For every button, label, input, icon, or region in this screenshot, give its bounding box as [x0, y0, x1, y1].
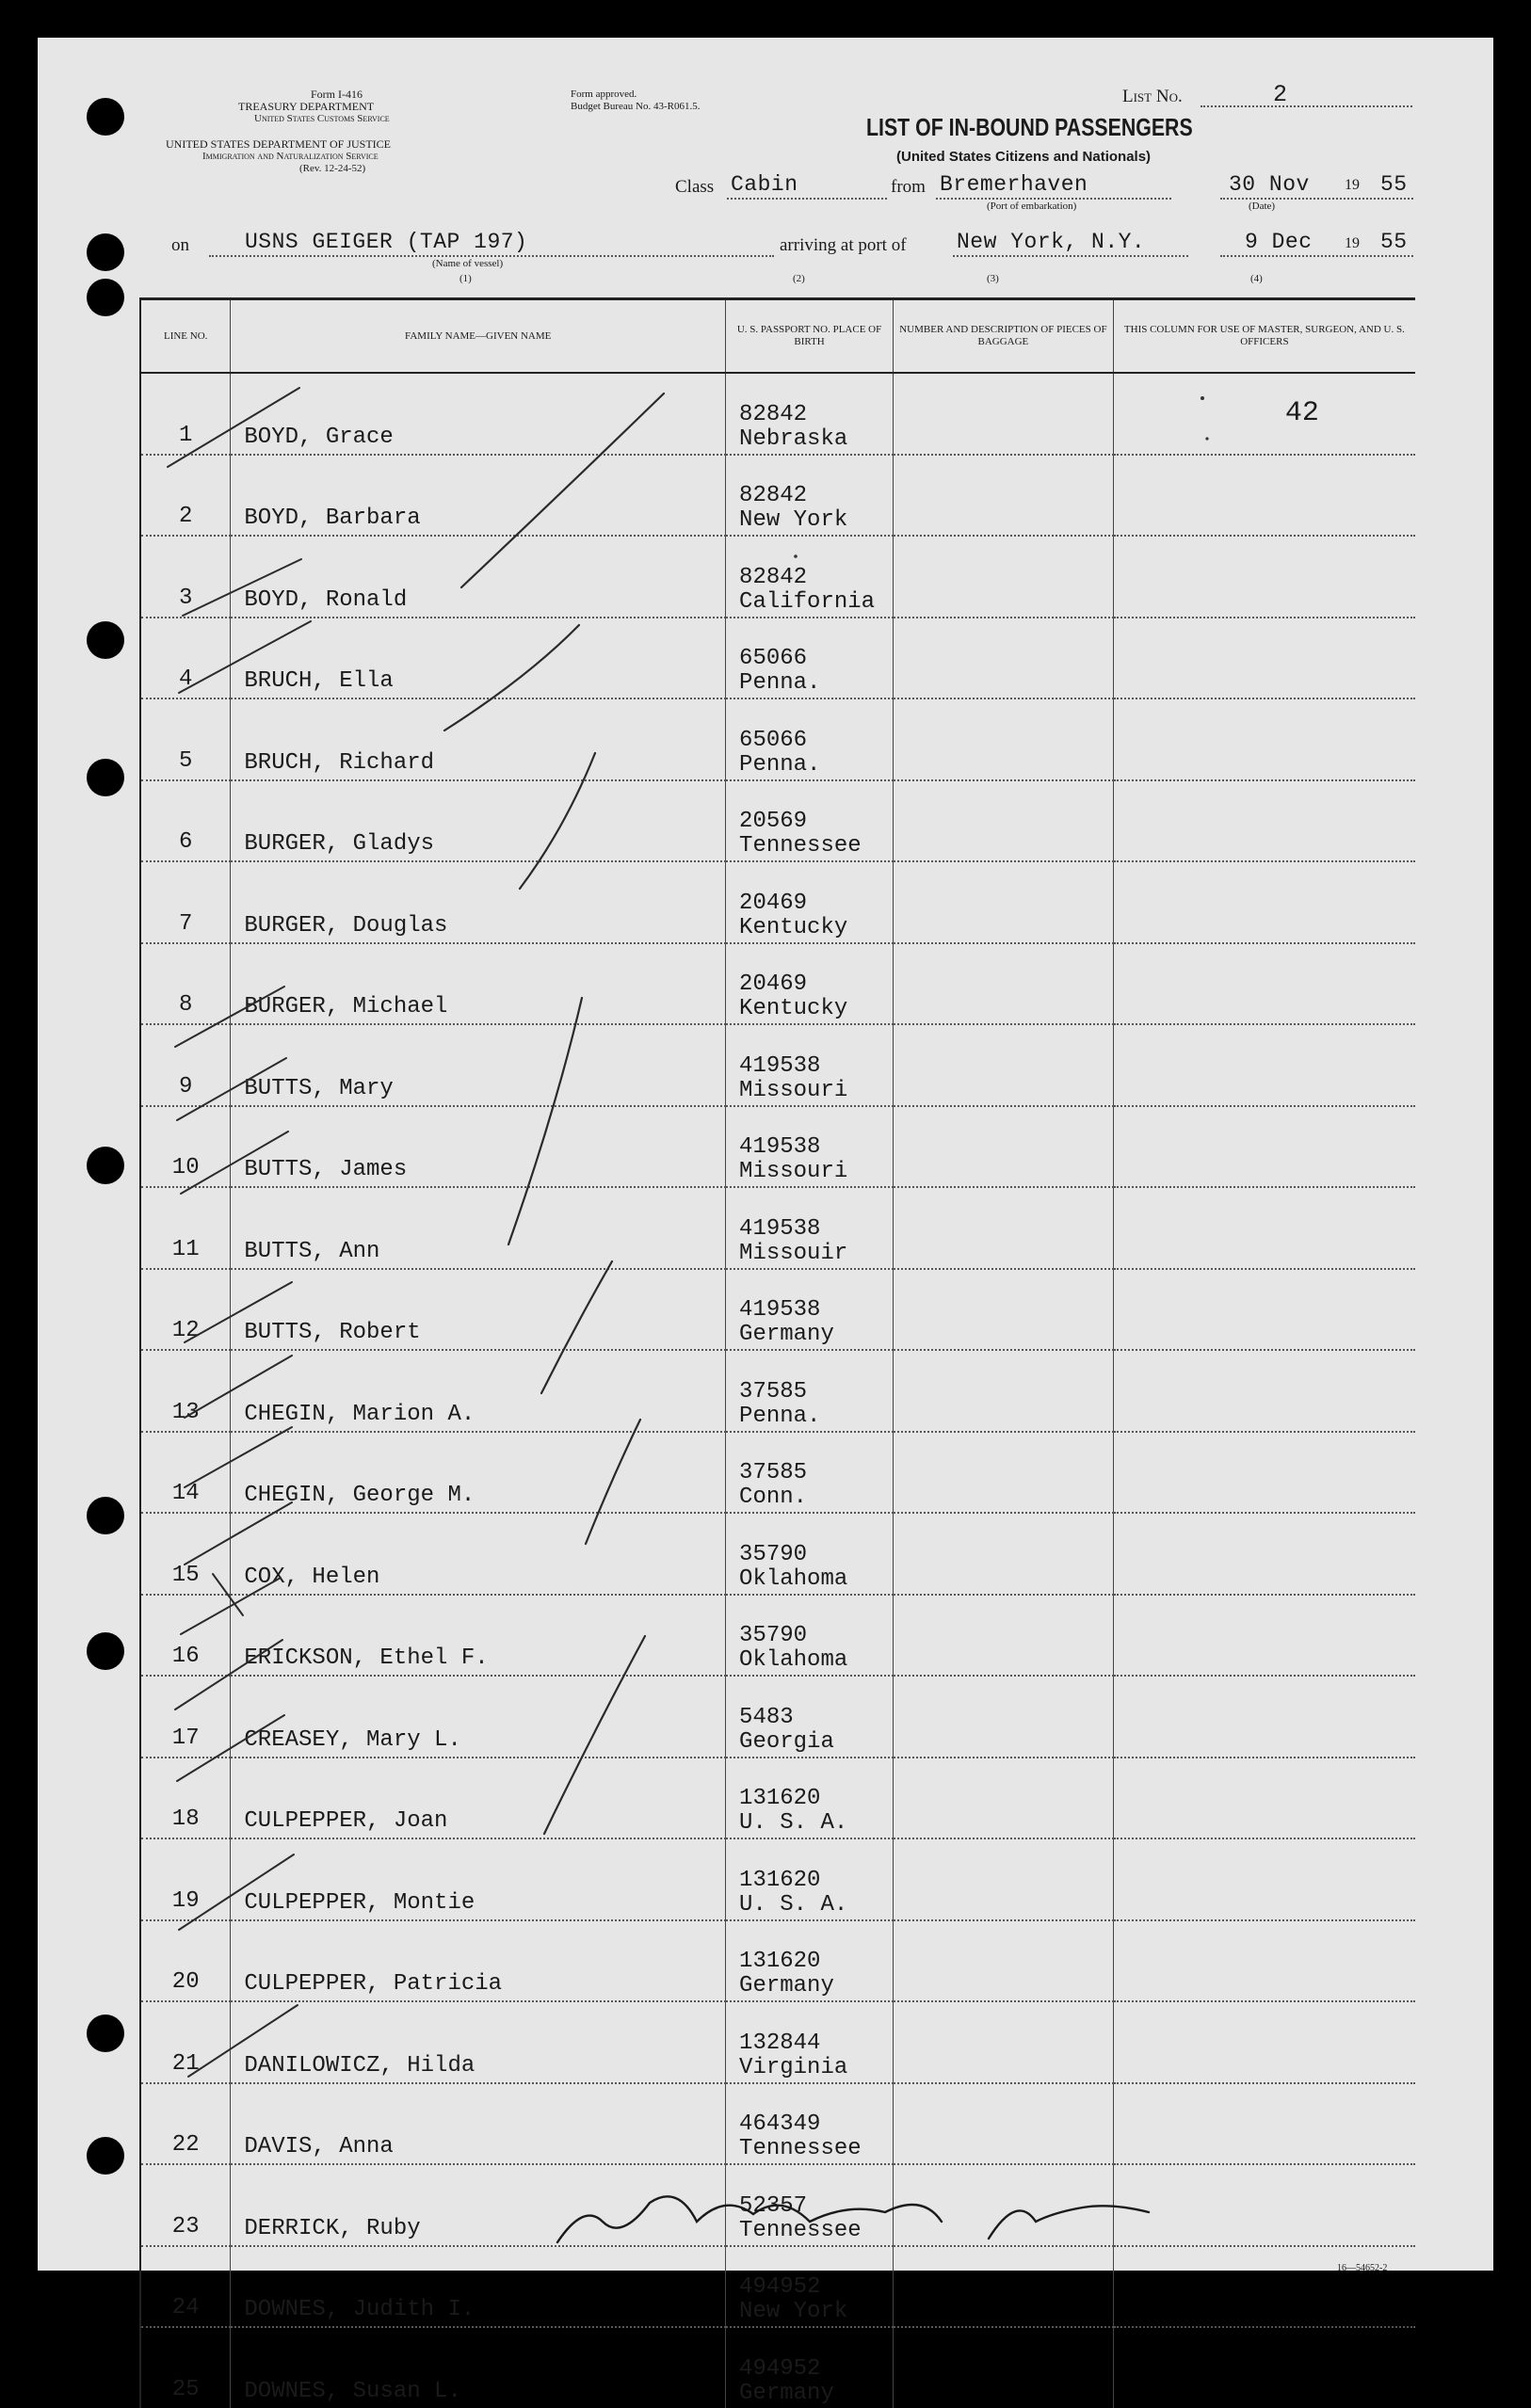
- vessel-line: [209, 255, 774, 257]
- passport-number: 35790: [739, 1623, 808, 1648]
- table-row: [140, 2164, 1415, 2246]
- date-caption: (Date): [1249, 201, 1276, 212]
- passport-number: 419538: [739, 1297, 821, 1323]
- place-of-birth: Conn.: [739, 1485, 808, 1510]
- table-row: [140, 373, 1415, 455]
- passenger-table: [139, 297, 1415, 2408]
- passport-number: 37585: [739, 1460, 808, 1485]
- passport-cell: [726, 1187, 894, 1269]
- col-header-passport: U. S. PASSPORT NO. PLACE OF BIRTH: [726, 299, 894, 374]
- passenger-name: BURGER, Gladys: [231, 780, 726, 862]
- baggage-cell: [894, 2001, 1114, 2083]
- table-row: [140, 1269, 1415, 1351]
- officer-cell: [1113, 2164, 1415, 2246]
- baggage-cell: [894, 1269, 1114, 1351]
- table-row: [140, 1024, 1415, 1106]
- passport-number: 52357: [739, 2192, 808, 2219]
- arrival-date: 9 Dec: [1245, 230, 1313, 254]
- officer-cell: [1113, 780, 1415, 862]
- place-of-birth: Penna.: [739, 1403, 821, 1429]
- line-number: 24: [140, 2246, 231, 2328]
- table-row: [140, 1350, 1415, 1432]
- form-title: LIST OF IN-BOUND PASSENGERS: [866, 113, 1193, 141]
- table-row: [140, 861, 1415, 943]
- place-of-birth: Germany: [739, 1322, 834, 1347]
- table-row: [140, 1432, 1415, 1514]
- officer-cell: [1113, 1595, 1415, 1677]
- passenger-name: BUTTS, Ann: [231, 1187, 726, 1269]
- passport-cell: [726, 780, 894, 862]
- baggage-cell: [894, 2246, 1114, 2328]
- binder-hole: [87, 1147, 124, 1184]
- port-line: [953, 255, 1188, 257]
- line-number: 14: [140, 1432, 231, 1514]
- form-approved: Form approved.: [571, 88, 637, 100]
- form-number: Form I-416: [311, 88, 363, 101]
- place-of-birth: Kentucky: [739, 914, 848, 940]
- place-of-birth: Tennessee: [739, 2217, 862, 2243]
- passport-cell: [726, 2327, 894, 2408]
- passenger-name: BRUCH, Richard: [231, 698, 726, 780]
- table-row: [140, 698, 1415, 780]
- baggage-cell: [894, 1350, 1114, 1432]
- list-no-label: List No.: [1122, 87, 1183, 106]
- date-line: [1220, 198, 1413, 200]
- passport-cell: [726, 1350, 894, 1432]
- passenger-name: BOYD, Barbara: [231, 455, 726, 537]
- from-label: from: [891, 177, 926, 197]
- officer-cell: [1113, 1676, 1415, 1758]
- from-line: [936, 198, 1171, 200]
- passport-number: 20569: [739, 809, 808, 834]
- embarkation-port: Bremerhaven: [940, 172, 1088, 197]
- passport-cell: [726, 1920, 894, 2002]
- passport-number: 82842: [739, 401, 808, 427]
- place-of-birth: New York: [739, 2299, 848, 2324]
- passport-number: 65066: [739, 727, 808, 753]
- table-row: [140, 780, 1415, 862]
- passenger-name: CHEGIN, George M.: [231, 1432, 726, 1514]
- passport-cell: [726, 943, 894, 1025]
- line-number: 12: [140, 1269, 231, 1351]
- class-value: Cabin: [731, 172, 798, 197]
- officer-cell: [1113, 1920, 1415, 2002]
- list-no-line: [1201, 105, 1412, 107]
- table-row: [140, 1106, 1415, 1188]
- place-of-birth: Germany: [739, 1973, 834, 1999]
- line-number: 1: [140, 373, 231, 455]
- passport-number: 419538: [739, 1052, 821, 1079]
- officer-cell: [1113, 1513, 1415, 1595]
- on-label: on: [171, 235, 189, 255]
- baggage-cell: [894, 2164, 1114, 2246]
- line-number: 13: [140, 1350, 231, 1432]
- passenger-name: BUTTS, James: [231, 1106, 726, 1188]
- passport-number: 82842: [739, 483, 808, 508]
- table-row: [140, 2001, 1415, 2083]
- passenger-name: BURGER, Michael: [231, 943, 726, 1025]
- passport-cell: [726, 1676, 894, 1758]
- table-row: [140, 1513, 1415, 1595]
- baggage-cell: [894, 943, 1114, 1025]
- departure-year: 55: [1380, 172, 1408, 197]
- passport-cell: [726, 455, 894, 537]
- arriving-label: arriving at port of: [780, 235, 907, 255]
- baggage-cell: [894, 698, 1114, 780]
- col-header-officers: THIS COLUMN FOR USE OF MASTER, SURGEON, AND U. S. OFFICERS: [1113, 299, 1415, 374]
- line-number: 10: [140, 1106, 231, 1188]
- binder-hole: [87, 2015, 124, 2052]
- place-of-birth: Missouri: [739, 1159, 848, 1184]
- passenger-name: DERRICK, Ruby: [231, 2164, 726, 2246]
- table-row: [140, 2246, 1415, 2328]
- table-row: [140, 1758, 1415, 1839]
- passport-number: 131620: [739, 1786, 821, 1811]
- officer-cell: [1113, 2083, 1415, 2165]
- passport-cell: [726, 2164, 894, 2246]
- place-of-birth: Virginia: [739, 2054, 848, 2080]
- passport-cell: [726, 618, 894, 699]
- place-of-birth: Penna.: [739, 670, 821, 696]
- passenger-name: CREASEY, Mary L.: [231, 1676, 726, 1758]
- passport-cell: [726, 2001, 894, 2083]
- line-number: 20: [140, 1920, 231, 2002]
- passenger-name: BRUCH, Ella: [231, 618, 726, 699]
- place-of-birth: New York: [739, 507, 848, 533]
- embark-caption: (Port of embarkation): [987, 201, 1077, 212]
- arrival-port: New York, N.Y.: [957, 230, 1146, 254]
- col-num-1: (1): [459, 273, 472, 284]
- line-number: 21: [140, 2001, 231, 2083]
- baggage-cell: [894, 536, 1114, 618]
- place-of-birth: Penna.: [739, 751, 821, 778]
- line-number: 25: [140, 2327, 231, 2408]
- class-label: Class: [675, 177, 715, 197]
- officer-cell: [1113, 1187, 1415, 1269]
- line-number: 18: [140, 1758, 231, 1839]
- table-row: [140, 943, 1415, 1025]
- officer-cell: [1113, 1432, 1415, 1514]
- col-num-4: (4): [1250, 273, 1263, 284]
- officer-cell: [1113, 1269, 1415, 1351]
- ins-service: Immigration and Naturalization Service: [202, 151, 379, 162]
- line-number: 2: [140, 455, 231, 537]
- passport-cell: [726, 1269, 894, 1351]
- officer-cell: [1113, 536, 1415, 618]
- table-row: [140, 618, 1415, 699]
- passport-number: 35790: [739, 1541, 808, 1567]
- table-row: [140, 455, 1415, 537]
- passenger-name: BUTTS, Mary: [231, 1024, 726, 1106]
- passport-number: 131620: [739, 1867, 821, 1893]
- baggage-cell: [894, 1106, 1114, 1188]
- baggage-cell: [894, 780, 1114, 862]
- arrival-date-line: [1220, 255, 1413, 257]
- passport-cell: [726, 2083, 894, 2165]
- passenger-name: DOWNES, Susan L.: [231, 2327, 726, 2408]
- officer-cell: [1113, 698, 1415, 780]
- baggage-cell: [894, 1676, 1114, 1758]
- binder-hole: [87, 759, 124, 796]
- table-row: [140, 1187, 1415, 1269]
- passenger-name: ERICKSON, Ethel F.: [231, 1595, 726, 1677]
- line-number: 15: [140, 1513, 231, 1595]
- customs-service: United States Customs Service: [254, 113, 390, 124]
- table-row: [140, 1595, 1415, 1677]
- baggage-cell: [894, 1595, 1114, 1677]
- table-row: [140, 1920, 1415, 2002]
- baggage-cell: [894, 1513, 1114, 1595]
- baggage-cell: [894, 861, 1114, 943]
- line-number: 11: [140, 1187, 231, 1269]
- line-number: 3: [140, 536, 231, 618]
- justice-dept: UNITED STATES DEPARTMENT OF JUSTICE: [166, 137, 392, 151]
- passport-number: 82842: [739, 564, 808, 590]
- passenger-name: BUTTS, Robert: [231, 1269, 726, 1351]
- table-row: [140, 1838, 1415, 1920]
- passenger-name: COX, Helen: [231, 1513, 726, 1595]
- passport-number: 419538: [739, 1134, 821, 1160]
- officer-cell: [1113, 1106, 1415, 1188]
- table-header-row: [140, 299, 1415, 374]
- place-of-birth: Nebraska: [739, 425, 848, 452]
- col-header-baggage: NUMBER AND DESCRIPTION OF PIECES OF BAGGAGE: [894, 299, 1114, 374]
- place-of-birth: Georgia: [739, 1728, 834, 1755]
- col-num-3: (3): [987, 273, 999, 284]
- passport-cell: [726, 1838, 894, 1920]
- officer-cell: [1113, 1024, 1415, 1106]
- col-header-line-no: LINE NO.: [140, 299, 231, 374]
- officer-cell: [1113, 2001, 1415, 2083]
- passport-number: 65066: [739, 646, 808, 671]
- officer-cell: [1113, 618, 1415, 699]
- officer-cell: [1113, 455, 1415, 537]
- passenger-name: BOYD, Ronald: [231, 536, 726, 618]
- passenger-name: DAVIS, Anna: [231, 2083, 726, 2165]
- passport-number: 20469: [739, 971, 808, 997]
- passport-number: 132844: [739, 2030, 821, 2056]
- passport-cell: [726, 698, 894, 780]
- binder-hole: [87, 279, 124, 316]
- passport-number: 20469: [739, 890, 808, 916]
- place-of-birth: U. S. A.: [739, 1891, 848, 1918]
- line-number: 8: [140, 943, 231, 1025]
- place-of-birth: Tennessee: [739, 833, 862, 859]
- revision: (Rev. 12-24-52): [299, 163, 366, 174]
- line-number: 19: [140, 1838, 231, 1920]
- passport-number: 464349: [739, 2111, 821, 2137]
- officer-cell: [1113, 1838, 1415, 1920]
- officer-cell: [1113, 2246, 1415, 2328]
- form-subtitle: (United States Citizens and Nationals): [896, 149, 1152, 165]
- baggage-cell: [894, 1024, 1114, 1106]
- baggage-cell: [894, 2083, 1114, 2165]
- passenger-name: DANILOWICZ, Hilda: [231, 2001, 726, 2083]
- passport-cell: [726, 861, 894, 943]
- arrival-year-prefix: 19: [1345, 235, 1360, 251]
- passport-number: 131620: [739, 1949, 821, 1974]
- passenger-name: CHEGIN, Marion A.: [231, 1350, 726, 1432]
- baggage-cell: [894, 1758, 1114, 1839]
- vessel-name: USNS GEIGER (TAP 197): [245, 230, 528, 254]
- passport-cell: [726, 1024, 894, 1106]
- place-of-birth: Oklahoma: [739, 1647, 848, 1673]
- place-of-birth: U. S. A.: [739, 1810, 848, 1836]
- officer-cell: [1113, 373, 1415, 455]
- passport-cell: [726, 2246, 894, 2328]
- binder-hole: [87, 1632, 124, 1670]
- table-row: [140, 2327, 1415, 2408]
- line-number: 6: [140, 780, 231, 862]
- officer-cell: [1113, 2327, 1415, 2408]
- passport-cell: [726, 373, 894, 455]
- place-of-birth: Germany: [739, 2380, 834, 2406]
- baggage-cell: [894, 455, 1114, 537]
- table-row: [140, 536, 1415, 618]
- line-number: 17: [140, 1676, 231, 1758]
- passenger-name: BURGER, Douglas: [231, 861, 726, 943]
- passport-number: 494952: [739, 2274, 821, 2300]
- vessel-caption: (Name of vessel): [432, 258, 504, 269]
- budget-bureau: Budget Bureau No. 43-R061.5.: [571, 101, 701, 112]
- passenger-name: CULPEPPER, Montie: [231, 1838, 726, 1920]
- passport-cell: [726, 1106, 894, 1188]
- baggage-cell: [894, 618, 1114, 699]
- passport-cell: [726, 1595, 894, 1677]
- arrival-year: 55: [1380, 230, 1408, 254]
- passport-number: 37585: [739, 1378, 808, 1405]
- officer-cell: [1113, 943, 1415, 1025]
- passport-number: 494952: [739, 2355, 821, 2382]
- officer-cell: [1113, 861, 1415, 943]
- baggage-cell: [894, 2327, 1114, 2408]
- departure-year-prefix: 19: [1345, 177, 1360, 193]
- passport-cell: [726, 1432, 894, 1514]
- line-number: 9: [140, 1024, 231, 1106]
- departure-date: 30 Nov: [1229, 172, 1310, 197]
- place-of-birth: Oklahoma: [739, 1565, 848, 1592]
- list-number: 2: [1273, 81, 1288, 108]
- passport-cell: [726, 536, 894, 618]
- passenger-name: CULPEPPER, Joan: [231, 1758, 726, 1839]
- baggage-cell: [894, 1920, 1114, 2002]
- col-header-name: FAMILY NAME—GIVEN NAME: [231, 299, 726, 374]
- line-number: 5: [140, 698, 231, 780]
- officer-cell: [1113, 1758, 1415, 1839]
- baggage-cell: [894, 1838, 1114, 1920]
- place-of-birth: Missouri: [739, 1077, 848, 1103]
- table-row: [140, 2083, 1415, 2165]
- binder-hole: [87, 621, 124, 659]
- baggage-cell: [894, 373, 1114, 455]
- baggage-cell: [894, 1432, 1114, 1514]
- place-of-birth: Kentucky: [739, 996, 848, 1021]
- binder-hole: [87, 98, 124, 136]
- line-number: 4: [140, 618, 231, 699]
- line-number: 7: [140, 861, 231, 943]
- table-row: [140, 1676, 1415, 1758]
- officer-cell: [1113, 1350, 1415, 1432]
- line-number: 22: [140, 2083, 231, 2165]
- binder-hole: [87, 1497, 124, 1534]
- class-line: [727, 198, 887, 200]
- form-code: 16—54652-2: [1337, 2263, 1388, 2273]
- baggage-cell: [894, 1187, 1114, 1269]
- passport-cell: [726, 1513, 894, 1595]
- treasury-dept: TREASURY DEPARTMENT: [238, 100, 375, 113]
- passenger-name: BOYD, Grace: [231, 373, 726, 455]
- passenger-name: CULPEPPER, Patricia: [231, 1920, 726, 2002]
- col-num-2: (2): [793, 273, 805, 284]
- passenger-name: DOWNES, Judith I.: [231, 2246, 726, 2328]
- passport-number: 419538: [739, 1215, 821, 1242]
- officer-note: 42: [1284, 397, 1319, 430]
- passport-cell: [726, 1758, 894, 1839]
- line-number: 16: [140, 1595, 231, 1677]
- place-of-birth: California: [739, 588, 876, 615]
- binder-hole: [87, 2137, 124, 2175]
- passport-number: 5483: [739, 1704, 794, 1730]
- line-number: 23: [140, 2164, 231, 2246]
- place-of-birth: Tennessee: [739, 2136, 862, 2161]
- binder-hole: [87, 233, 124, 271]
- place-of-birth: Missouir: [739, 1240, 848, 1266]
